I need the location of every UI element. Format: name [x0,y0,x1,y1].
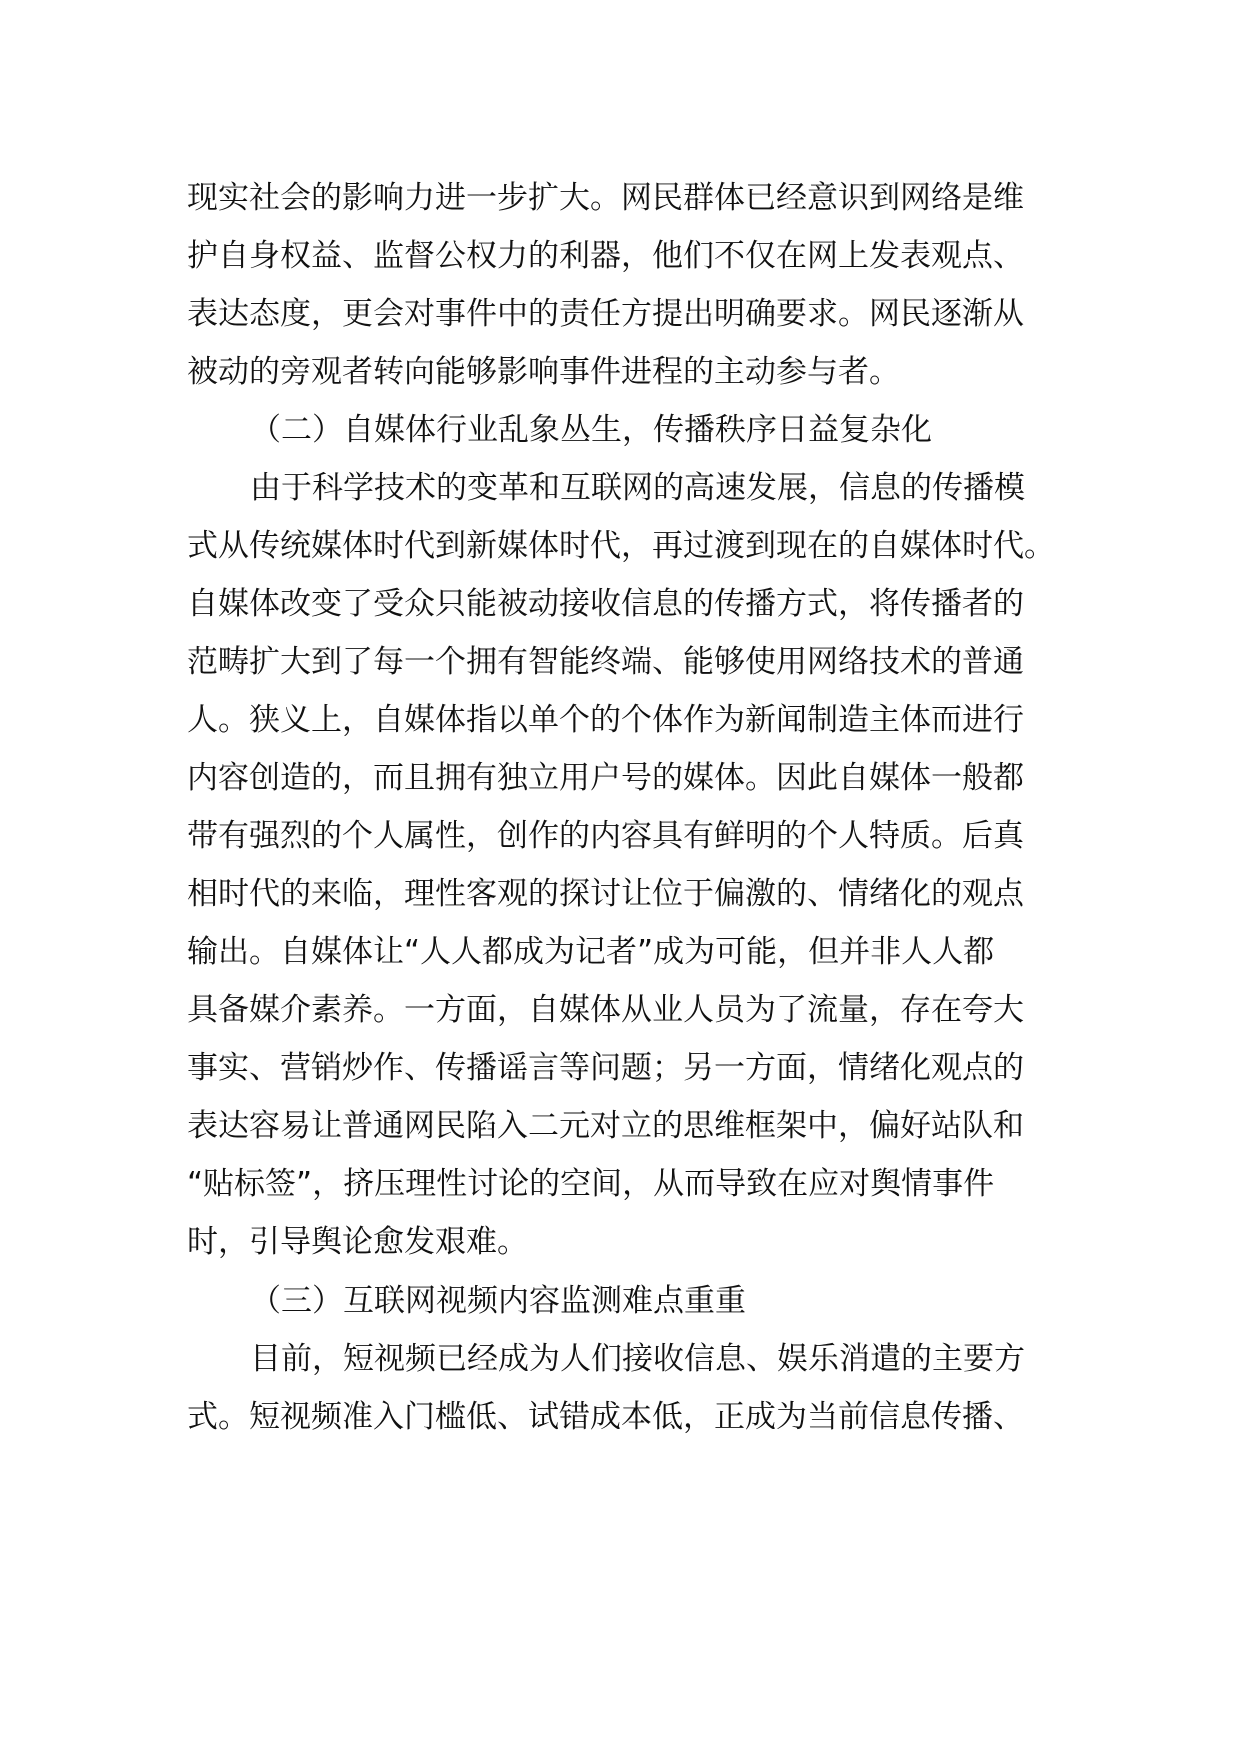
section-heading-3: （三）互联网视频内容监测难点重重 [250,1283,746,1319]
paragraph-line: “贴标签”，挤压理性讨论的空间，从而导致在应对舆情事件 [187,1166,995,1202]
paragraph-line: 现实社会的影响力进一步扩大。网民群体已经意识到网络是维 [187,180,1024,216]
paragraph-line: 自媒体改变了受众只能被动接收信息的传播方式，将传播者的 [187,586,1024,622]
paragraph-line: 目前，短视频已经成为人们接收信息、娱乐消遣的主要方 [250,1341,1025,1377]
paragraph-line: 输出。自媒体让“人人都成为记者”成为可能，但并非人人都 [187,934,995,970]
paragraph-line: 式。短视频准入门槛低、试错成本低，正成为当前信息传播、 [187,1399,1024,1435]
paragraph-line: 相时代的来临，理性客观的探讨让位于偏激的、情绪化的观点 [187,876,1024,912]
paragraph-line: 具备媒介素养。一方面，自媒体从业人员为了流量，存在夸大 [187,992,1024,1028]
section-heading-2: （二）自媒体行业乱象丛生，传播秩序日益复杂化 [250,412,932,448]
paragraph-line: 范畴扩大到了每一个拥有智能终端、能够使用网络技术的普通 [187,644,1024,680]
paragraph-line: 被动的旁观者转向能够影响事件进程的主动参与者。 [187,354,900,390]
paragraph-line: 时，引导舆论愈发艰难。 [187,1224,528,1260]
paragraph-line: 式从传统媒体时代到新媒体时代，再过渡到现在的自媒体时代。 [187,528,1055,564]
paragraph-line: 表达态度，更会对事件中的责任方提出明确要求。网民逐渐从 [187,296,1024,332]
paragraph-line: 护自身权益、监督公权力的利器，他们不仅在网上发表观点、 [187,238,1024,274]
paragraph-line: 事实、营销炒作、传播谣言等问题；另一方面，情绪化观点的 [187,1050,1024,1086]
paragraph-line: 表达容易让普通网民陷入二元对立的思维框架中，偏好站队和 [187,1108,1024,1144]
paragraph-line: 内容创造的，而且拥有独立用户号的媒体。因此自媒体一般都 [187,760,1024,796]
paragraph-line: 带有强烈的个人属性，创作的内容具有鲜明的个人特质。后真 [187,818,1024,854]
paragraph-line: 由于科学技术的变革和互联网的高速发展，信息的传播模 [250,470,1025,506]
paragraph-line: 人。狭义上，自媒体指以单个的个体作为新闻制造主体而进行 [187,702,1024,738]
